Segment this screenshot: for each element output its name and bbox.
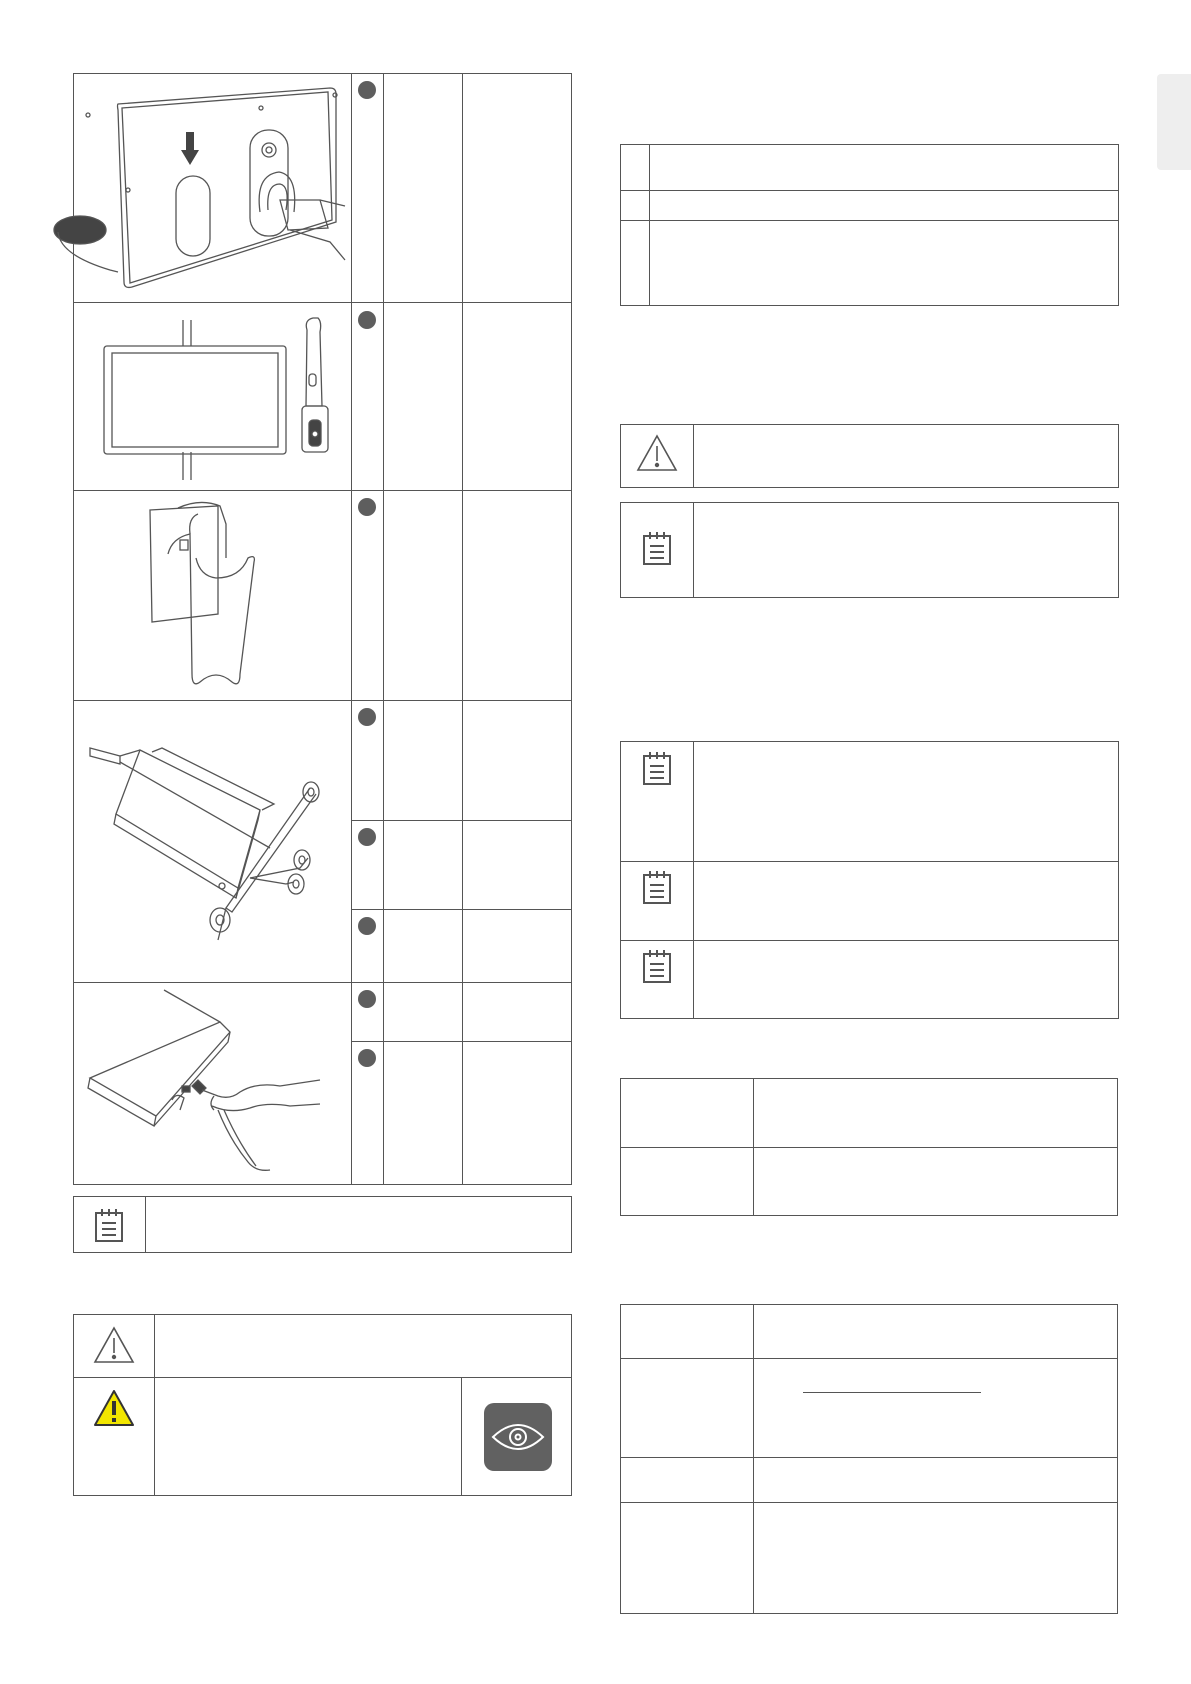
cart-computer-illustration [80, 708, 345, 974]
step-marker [358, 917, 376, 935]
note-icon [94, 1209, 124, 1243]
info-table-1 [620, 144, 1119, 306]
step-marker [358, 708, 376, 726]
notes-table [620, 741, 1119, 1019]
underline-field [803, 1392, 981, 1393]
step-marker [358, 990, 376, 1008]
spec-table-2 [620, 1304, 1118, 1614]
note-box [73, 1196, 572, 1253]
note-box [620, 502, 1119, 598]
step-marker [358, 828, 376, 846]
note-icon [642, 532, 672, 566]
warning-icon [92, 1388, 136, 1428]
plug-cable-illustration [80, 990, 345, 1175]
holder-illustration [80, 498, 345, 693]
step-marker [358, 498, 376, 516]
caution-box [620, 424, 1119, 488]
step-marker [358, 311, 376, 329]
eye-icon [491, 1419, 545, 1455]
mount-plate-illustration [80, 80, 345, 295]
step-marker [358, 81, 376, 99]
caution-icon [636, 434, 678, 472]
monitor-illustration [80, 310, 345, 485]
note-icon [642, 950, 672, 984]
chapter-side-tab [1157, 74, 1191, 170]
step-marker [358, 1049, 376, 1067]
note-icon [642, 871, 672, 905]
note-icon [642, 752, 672, 786]
caution-icon [93, 1326, 135, 1364]
